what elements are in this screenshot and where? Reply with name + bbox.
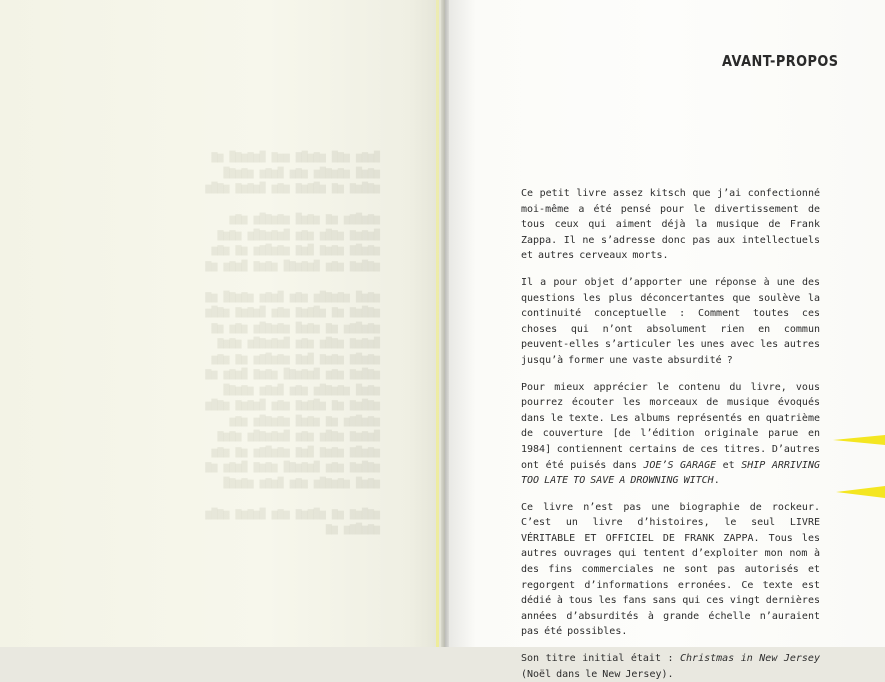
paragraph-3-conjunction: et [716, 459, 742, 471]
album-title-ship-arriving: SHIP ARRIVING TOO LATE TO SAVE A DROWNING WITCH [521, 459, 820, 487]
album-title-joes-garage: JOE’S GARAGE [643, 459, 717, 471]
paragraph-2: Il a pour objet d’apporter une réponse à une des questions les plus déconcertantes que soulève la continuité conceptuelle : Comment toutes ces choses qui n’ont absolument rien en commun peuvent-elles s’articuler les unes avec les autres jusqu’à former une vaste absurdité ? [521, 276, 820, 366]
paragraph-5-end: (Noël dans le New Jersey). [521, 668, 674, 680]
paragraph-4: Ce livre n’est pas une biographie de rockeur. C’est un livre d’histoires, le seul LIVRE VÉRITABLE ET OFFICIEL DE FRANK ZAPPA. Tous les autres ouvrages qui tentent d’exploiter mon nom à des fins commerciales ne sont pas autorisés et regorgent d’informations erronées. Ce texte est dédié à tous les fans sans qui ces vingt dernières années d’absurdités à grande échelle n’auraient pas été possibles. [521, 501, 820, 638]
paragraph-3-intro: Pour mieux apprécier le contenu du livre, vous pourrez écouter les morceaux de musique évoqués dans le texte. Les albums représentés en quatrième de couverture [de l’édition originale parue en 1984] contiennent certains de ces titres. D’autres ont été puisés dans [521, 381, 820, 471]
paragraph-3-end: . [713, 475, 720, 487]
paragraph-5-intro: Son titre initial était : [521, 653, 681, 665]
yellow-bookmark-tab-upper [833, 435, 885, 445]
left-page [0, 0, 445, 647]
paragraph-5 [521, 651, 820, 682]
chapter-heading: AVANT-PROPOS [722, 52, 839, 70]
original-title: Christmas in New Jersey [680, 653, 820, 665]
left-page-edge [436, 0, 439, 647]
bleed-through-texture: █▆▇▆ ▆▇█ ▆▇▆█▇ ▆▆▇ █▆▇▆▇█ ▆▇ ▆▇▆█ ▆▇▆▇█▆ ▆▇▆ █▆▇▆ ▆▇▆▇█ ▆▇█▆▇ ▆▇ ▆█▇▆▇ ▆▇▆ █▆▇▆▇ ▆▇█▆ ▆▇▆█▇▆ ▆▇ ▆▇▆█ ▆▇▆▇█▆ ▆▇▆ █▆▇▆▇ ▆▇█▆ ▆▇▆ █▆▇▆▇█▆ ▆▇▆▇ ▆▇▆█▇ ▆▇▆▇ █▆▇ ▆▇▆█▇▆ ▆▇ ▆▇▆ ▆▇█▆▇ ▆▇▆ █▆▇▆▇█ ▆▇▆▇ █▆▇▆ ▆▇ ▆▇▆█ ▆▇▆▇█▆ ▆▇▆ █▆▇▆ ▆▇▆▇█ ▆▇ ▆▇█▆▇ ▆▇ ▆█▇▆▇ ▆▇▆ █▆▇▆▇ ▆▇█▆ ▆▇▆█▇▆ ▆▇ ▆▇▆█ ▆▇▆▇█▆ ▆▇▆ ▆▇ █▆▇▆▇ ▆▇█▆ ▆▇▆ █▆▇▆▇█▆ ▆▇▆▇ ▆▇▆█▇ ▆▇▆▇ █▆▇ ▆▇▆█▇▆ ▆▇ ▆▇▆ ▆▇█▆▇ ▆▇▆ █▆▇▆▇█ ▆▇▆▇ █▆▇▆ ▆▇ ▆▇▆█ ▆▇▆▇█▆ ▆▇▆ █▆▇▆ ▆▇▆▇█ ▆▇█▆▇ ▆▇ ▆█▇▆▇ ▆▇▆ █▆▇▆▇ ▆▇█▆ ▆▇▆█▇▆ ▆▇ ▆▇▆█ ▆▇▆▇█▆ ▆▇▆ █▆▇▆▇ ▆▇█▆ ▆▇▆ █▆▇▆▇█▆ ▆▇▆▇ ▆▇▆█▇ ▆▇▆▇ █▆▇ ▆▇▆█▇▆ ▆▇ ▆▇▆ ▆▇█▆▇ ▆▇▆ █▆▇▆▇█ ▆▇▆▇ █▆▇▆ ▆▇ ▆▇▆█ ▆▇▆▇█▆ ▆▇▆ █▆▇▆ ▆▇▆▇█ ▆▇█▆▇ ▆▇ ▆█▇▆▇ ▆▇▆ █▆▇▆▇ ▆▇█▆ ▆▇▆█▇▆ ▆▇ [205, 152, 380, 535]
yellow-bookmark-tab-lower [836, 486, 885, 498]
book-gutter [441, 0, 449, 647]
paragraph-1: Ce petit livre assez kitsch que j’ai confectionné moi-même a été pensé pour le divertissement de tous ceux qui aiment déjà la musique de Frank Zappa. Il ne s’adresse donc pas aux intellectuels et autres cerveaux morts. [521, 188, 820, 262]
paragraph-3 [521, 380, 820, 489]
foreword-text [521, 186, 820, 682]
